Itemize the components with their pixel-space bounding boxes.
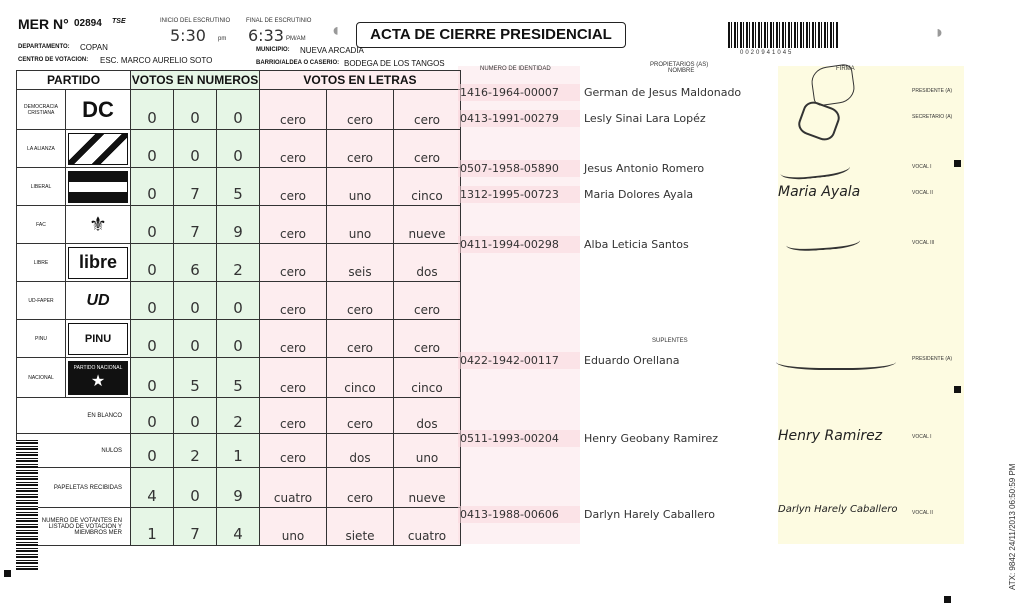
identity-column-highlight	[458, 66, 580, 544]
vote-digit: 6	[174, 244, 217, 282]
member-name: Eduardo Orellana	[584, 354, 680, 367]
vote-digit: 0	[217, 90, 260, 130]
member-name: Henry Geobany Ramirez	[584, 432, 718, 445]
vote-row	[17, 244, 461, 282]
party-logo-cell	[66, 90, 131, 130]
vote-row	[17, 206, 461, 244]
vote-word: cero	[260, 282, 327, 320]
vote-word: cero	[394, 130, 461, 168]
party-logo-cell	[66, 320, 131, 358]
vote-word: dos	[327, 434, 394, 468]
mer-label: MER N°	[18, 16, 69, 32]
member-id: 0413-1988-00606	[458, 506, 580, 523]
member-row	[458, 186, 778, 203]
vote-word: cinco	[394, 358, 461, 398]
member-row	[458, 430, 778, 447]
vote-digit: 0	[217, 320, 260, 358]
vote-digit: 1	[217, 434, 260, 468]
party-name: PAPELETAS RECIBIDAS	[17, 468, 131, 508]
vote-digit: 7	[174, 508, 217, 546]
member-row	[458, 84, 778, 101]
vote-digit: 2	[217, 244, 260, 282]
member-signature: Henry Ramirez	[778, 428, 883, 444]
vote-digit: 0	[131, 358, 174, 398]
registration-mark	[954, 160, 961, 167]
departamento-value: COPAN	[80, 43, 108, 52]
vote-digit: 0	[131, 398, 174, 434]
vote-digit: 0	[131, 130, 174, 168]
party-name: FAC	[17, 206, 66, 244]
vote-word: cero	[260, 244, 327, 282]
punch-hole-icon: ◖	[330, 20, 341, 40]
vote-digit: 9	[217, 468, 260, 508]
vote-word: cero	[327, 320, 394, 358]
party-name: NUMERO DE VOTANTES EN LISTADO DE VOTACION Y MIEMBROS MER	[17, 508, 131, 546]
member-id: 1416-1964-00007	[458, 84, 580, 101]
vote-word: cero	[260, 398, 327, 434]
side-stamp: ATX: 9842 24/11/2013 06:50:59 PM	[1008, 463, 1017, 590]
municipio-label: MUNICIPIO:	[256, 47, 290, 53]
vote-word: uno	[260, 508, 327, 546]
vote-row	[17, 434, 461, 468]
vote-word: cuatro	[394, 508, 461, 546]
member-role: VOCAL I	[912, 164, 932, 170]
vote-word: cero	[394, 320, 461, 358]
vote-digit: 5	[217, 358, 260, 398]
member-name: Alba Leticia Santos	[584, 238, 689, 251]
vote-word: uno	[394, 434, 461, 468]
member-id: 0413-1991-00279	[458, 110, 580, 127]
vote-digit: 7	[174, 206, 217, 244]
document-title: ACTA DE CIERRE PRESIDENCIAL	[356, 22, 626, 48]
nacional-logo	[68, 361, 128, 395]
vote-word: uno	[327, 168, 394, 206]
star-icon: ★	[90, 372, 106, 390]
member-role: VOCAL I	[912, 434, 932, 440]
member-row	[458, 160, 778, 177]
vote-digit: 0	[174, 130, 217, 168]
party-logo-cell	[66, 244, 131, 282]
party-name: LIBRE	[17, 244, 66, 282]
alianza-logo	[68, 133, 128, 165]
vote-word: nueve	[394, 468, 461, 508]
vote-row	[17, 358, 461, 398]
vote-digit: 0	[131, 168, 174, 206]
col-partido-header: PARTIDO	[17, 71, 131, 90]
vote-word: cero	[327, 282, 394, 320]
party-name: EN BLANCO	[17, 398, 131, 434]
fleur-de-lis-icon: ⚜	[89, 214, 107, 236]
member-name: Darlyn Harely Caballero	[584, 508, 715, 521]
vote-word: cero	[260, 358, 327, 398]
final-label: FINAL DE ESCRUTINIO	[246, 18, 312, 24]
member-row	[458, 506, 778, 523]
member-role: SECRETARIO (A)	[912, 114, 953, 120]
registration-mark	[944, 596, 951, 603]
registration-mark	[4, 570, 11, 577]
member-signature: Maria Ayala	[778, 184, 861, 200]
member-name: Jesus Antonio Romero	[584, 162, 705, 175]
vote-word: cero	[260, 206, 327, 244]
vote-word: cero	[260, 434, 327, 468]
vote-digit: 5	[174, 358, 217, 398]
member-role: PRESIDENTE (A)	[912, 88, 953, 94]
vote-digit: 0	[174, 398, 217, 434]
pinu-logo: PINU	[68, 323, 128, 355]
vote-digit: 0	[131, 320, 174, 358]
votes-table	[16, 70, 461, 546]
vote-word: cero	[327, 90, 394, 130]
member-id: 1312-1995-00723	[458, 186, 580, 203]
member-row	[458, 110, 778, 127]
vote-digit: 0	[217, 130, 260, 168]
vote-row	[17, 468, 461, 508]
member-role: VOCAL II	[912, 190, 933, 196]
member-id: 0411-1994-00298	[458, 236, 580, 253]
member-id: 0507-1958-05890	[458, 160, 580, 177]
vote-word: cero	[260, 168, 327, 206]
centro-value: ESC. MARCO AURELIO SOTO	[100, 56, 213, 65]
vote-word: cero	[394, 282, 461, 320]
vote-digit: 0	[131, 244, 174, 282]
dc-logo: DC	[82, 96, 114, 122]
vote-digit: 0	[174, 282, 217, 320]
vote-row	[17, 398, 461, 434]
party-name: LIBERAL	[17, 168, 66, 206]
vote-digit: 0	[131, 282, 174, 320]
vote-digit: 2	[174, 434, 217, 468]
registration-mark	[954, 386, 961, 393]
party-name: LA ALIANZA	[17, 130, 66, 168]
vote-word: uno	[327, 206, 394, 244]
vote-digit: 4	[131, 468, 174, 508]
liberal-flag-logo	[68, 171, 128, 203]
departamento-label: DEPARTAMENTO:	[18, 44, 70, 50]
id-column-label: NUMERO DE IDENTIDAD	[480, 66, 551, 72]
vote-word: siete	[327, 508, 394, 546]
member-role: VOCAL III	[912, 240, 935, 246]
party-logo-cell	[66, 130, 131, 168]
nacional-logo-text: PARTIDO NACIONAL	[73, 364, 123, 371]
party-logo-cell	[66, 282, 131, 320]
inicio-label: INICIO DEL ESCRUTINIO	[160, 18, 231, 24]
vote-digit: 0	[131, 434, 174, 468]
member-row	[458, 236, 778, 253]
party-name: NACIONAL	[17, 358, 66, 398]
vote-digit: 1	[131, 508, 174, 546]
libre-logo: libre	[68, 247, 128, 279]
inicio-unit: pm	[218, 36, 227, 42]
vote-word: cero	[327, 468, 394, 508]
vote-word: cinco	[394, 168, 461, 206]
vote-digit: 0	[174, 320, 217, 358]
vote-row	[17, 508, 461, 546]
member-id: 0422-1942-00117	[458, 352, 580, 369]
vote-digit: 0	[174, 468, 217, 508]
barrio-label: BARRIO/ALDEA O CASERIO:	[256, 60, 340, 66]
tse-logo: TSE	[112, 18, 126, 25]
inicio-value: 5:30	[170, 26, 206, 45]
side-barcode	[16, 440, 38, 570]
vote-word: seis	[327, 244, 394, 282]
vote-digit: 0	[131, 90, 174, 130]
vote-digit: 0	[217, 282, 260, 320]
vote-word: cuatro	[260, 468, 327, 508]
member-signature: Darlyn Harely Caballero	[778, 504, 898, 515]
vote-digit: 0	[174, 90, 217, 130]
vote-row	[17, 168, 461, 206]
punch-hole-icon: ◗	[934, 22, 945, 42]
party-name: NULOS	[17, 434, 131, 468]
vote-word: dos	[394, 398, 461, 434]
vote-word: cero	[394, 90, 461, 130]
vote-word: cero	[260, 90, 327, 130]
final-unit: PM/AM	[286, 36, 306, 42]
party-logo-cell	[66, 358, 131, 398]
party-logo-cell	[66, 168, 131, 206]
barcode	[728, 22, 838, 48]
signature-scribble	[776, 350, 896, 370]
col-numeros-header: VOTOS EN NUMEROS	[131, 71, 260, 90]
signature-column-highlight	[778, 66, 964, 544]
party-name: PINU	[17, 320, 66, 358]
vote-word: dos	[394, 244, 461, 282]
name-column-label: NOMBRE	[668, 68, 695, 74]
member-role: VOCAL II	[912, 510, 933, 516]
mer-number: 02894	[74, 18, 102, 29]
centro-label: CENTRO DE VOTACION:	[18, 57, 89, 63]
vote-word: cero	[327, 398, 394, 434]
barrio-value: BODEGA DE LOS TANGOS	[344, 59, 445, 68]
party-logo-cell	[66, 206, 131, 244]
vote-row	[17, 320, 461, 358]
member-row	[458, 352, 778, 369]
party-name: DEMOCRACIA CRISTIANA	[17, 90, 66, 130]
vote-digit: 9	[217, 206, 260, 244]
vote-digit: 0	[131, 206, 174, 244]
municipio-value: NUEVA ARCADIA	[300, 46, 364, 55]
sign-column-label: FIRMA	[836, 66, 855, 72]
suplentes-label: SUPLENTES	[652, 338, 688, 344]
vote-word: cero	[260, 320, 327, 358]
member-name: Lesly Sinai Lara Lopéz	[584, 112, 706, 125]
col-letras-header: VOTOS EN LETRAS	[260, 71, 461, 90]
ud-logo: UD	[86, 291, 110, 309]
vote-digit: 7	[174, 168, 217, 206]
vote-word: nueve	[394, 206, 461, 244]
vote-digit: 4	[217, 508, 260, 546]
member-name: German de Jesus Maldonado	[584, 86, 742, 99]
member-role: PRESIDENTE (A)	[912, 356, 953, 362]
barcode-number: 0020941045	[740, 50, 794, 56]
party-name: UD-FAPER	[17, 282, 66, 320]
propietarios-label: PROPIETARIOS (AS)	[650, 62, 709, 68]
vote-digit: 5	[217, 168, 260, 206]
vote-row	[17, 282, 461, 320]
vote-word: cinco	[327, 358, 394, 398]
vote-row	[17, 90, 461, 130]
vote-row	[17, 130, 461, 168]
vote-digit: 2	[217, 398, 260, 434]
member-name: Maria Dolores Ayala	[584, 188, 694, 201]
vote-word: cero	[260, 130, 327, 168]
member-id: 0511-1993-00204	[458, 430, 580, 447]
vote-word: cero	[327, 130, 394, 168]
final-value: 6:33	[248, 26, 284, 45]
